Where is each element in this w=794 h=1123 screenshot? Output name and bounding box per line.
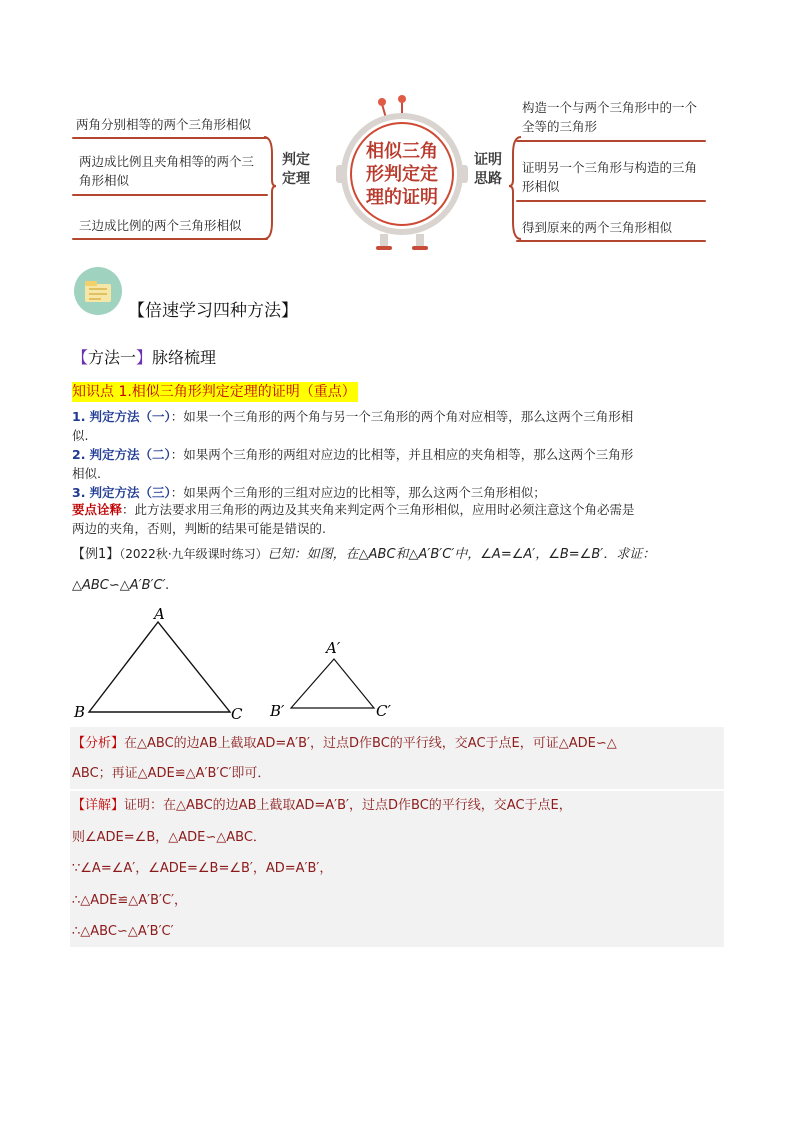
method-name: 脉络梳理 — [152, 348, 217, 367]
center-title: 相似三角形判定定理的证明 — [350, 122, 454, 226]
mindmap-rule — [516, 200, 706, 202]
mindmap-left-item: 三边成比例的两个三角形相似 — [79, 218, 242, 233]
label-A: A — [154, 605, 165, 623]
solution-line: ∴△ABC∽△A′B′C′ — [72, 924, 174, 939]
solution-line: ∵∠A=∠A′，∠ADE=∠B=∠B′，AD=A′B′， — [72, 861, 333, 876]
analysis-text: 在△ABC的边AB上截取AD=A′B′，过点D作BC的平行线，交AC于点E，可证△ADE∽△ — [124, 736, 617, 751]
solution-text: 证明：在△ABC的边AB上截取AD=A′B′，过点D作BC的平行线，交AC于点E， — [124, 798, 572, 813]
note — [72, 500, 635, 519]
note-text: ：此方法要求用三角形的两边及其夹角来判定两个三角形相似，应用时必须注意这个角必需是 — [122, 502, 635, 517]
mindmap-rule — [72, 238, 268, 240]
rule-text: ：如果两个三角形的三组对应边的比相等，那么这两个三角形相似； — [170, 485, 546, 500]
solution-line: 则∠ADE=∠B，△ADE∽△ABC． — [72, 830, 266, 845]
solution-line: ∴△ADE≌△A′B′C′， — [72, 893, 188, 908]
solution-line — [72, 796, 572, 816]
badge-foot — [376, 246, 392, 250]
rule-1-cont: 似. — [72, 428, 89, 443]
triangle-abc — [89, 622, 230, 712]
rule-2 — [72, 445, 633, 464]
mindmap-rule — [516, 140, 706, 142]
triangles-figure — [70, 603, 410, 725]
left-bracket — [262, 134, 278, 242]
mindmap-left-item: 两角分别相等的两个三角形相似 — [76, 117, 252, 132]
example-tag: 【例1】 — [72, 547, 120, 562]
knowledge-point-highlight — [72, 382, 358, 402]
knowledge-point-text: 1.相似三角形判定定理的证明（重点） — [118, 384, 356, 400]
right-bracket — [507, 134, 523, 242]
badge-ear — [336, 165, 344, 183]
mindmap-right-label: 证明思路 — [474, 152, 502, 187]
rule-2-cont: 相似. — [72, 466, 101, 481]
rule-text: ：如果两个三角形的两组对应边的比相等，并且相应的夹角相等，那么这两个三角形 — [170, 447, 634, 462]
rule-text: ：如果一个三角形的两个角与另一个三角形的两个角对应相等，那么这两个三角形相 — [170, 409, 634, 424]
label-A-prime: A′ — [326, 639, 341, 657]
rule-1 — [72, 407, 633, 426]
bracket-close: 】 — [136, 348, 153, 367]
label-C: C — [231, 705, 243, 723]
rule-number: 2. — [72, 447, 86, 462]
rule-number: 3. — [72, 485, 86, 500]
example-statement-cont: △ABC∽△A′B′C′. — [72, 578, 170, 593]
mindmap-left-item: 两边成比例且夹角相等的两个三角形相似 — [79, 154, 255, 188]
mindmap-rule — [516, 240, 706, 242]
mindmap-left-label: 判定定理 — [282, 152, 310, 187]
example-statement — [72, 544, 655, 565]
rule-term: 判定方法（一） — [89, 409, 171, 424]
triangle-a1b1c1 — [291, 659, 374, 708]
mindmap-rule — [72, 137, 268, 139]
method-number: 方法一 — [88, 348, 137, 367]
label-B: B — [74, 703, 86, 721]
mindmap-right-item: 证明另一个三角形与构造的三角形相似 — [522, 160, 698, 194]
bracket-open: 【 — [72, 348, 89, 367]
example-source: （2022秋·九年级课时练习） — [119, 547, 268, 561]
note-cont: 两边的夹角，否则，判断的结果可能是错误的. — [72, 521, 326, 536]
badge-ear — [460, 165, 468, 183]
label-C-prime: C′ — [376, 702, 391, 720]
analysis-tag: 【分析】 — [72, 736, 125, 751]
section-title: 【倍速学习四种方法】 — [128, 301, 298, 321]
study-folder-icon — [74, 267, 122, 315]
knowledge-point-label: 知识点 — [72, 384, 114, 400]
solution-tag: 【详解】 — [72, 798, 125, 813]
method-title — [72, 345, 216, 368]
example-text: 已知：如图，在△ABC和△A′B′C′中，∠A=∠A′，∠B=∠B′．求证： — [267, 547, 656, 562]
analysis-line-cont: ABC；再证△ADE≌△A′B′C′即可． — [72, 766, 271, 781]
badge-foot — [412, 246, 428, 250]
mindmap-right-item: 得到原来的两个三角形相似 — [522, 220, 673, 235]
mindmap-right-item: 构造一个与两个三角形中的一个全等的三角形 — [522, 100, 698, 134]
rule-number: 1. — [72, 409, 86, 424]
mindmap-rule — [72, 194, 268, 196]
rule-term: 判定方法（三） — [89, 485, 171, 500]
note-key: 要点诠释 — [72, 502, 123, 517]
rule-term: 判定方法（二） — [89, 447, 171, 462]
label-B-prime: B′ — [270, 702, 285, 720]
analysis-line — [72, 734, 617, 754]
